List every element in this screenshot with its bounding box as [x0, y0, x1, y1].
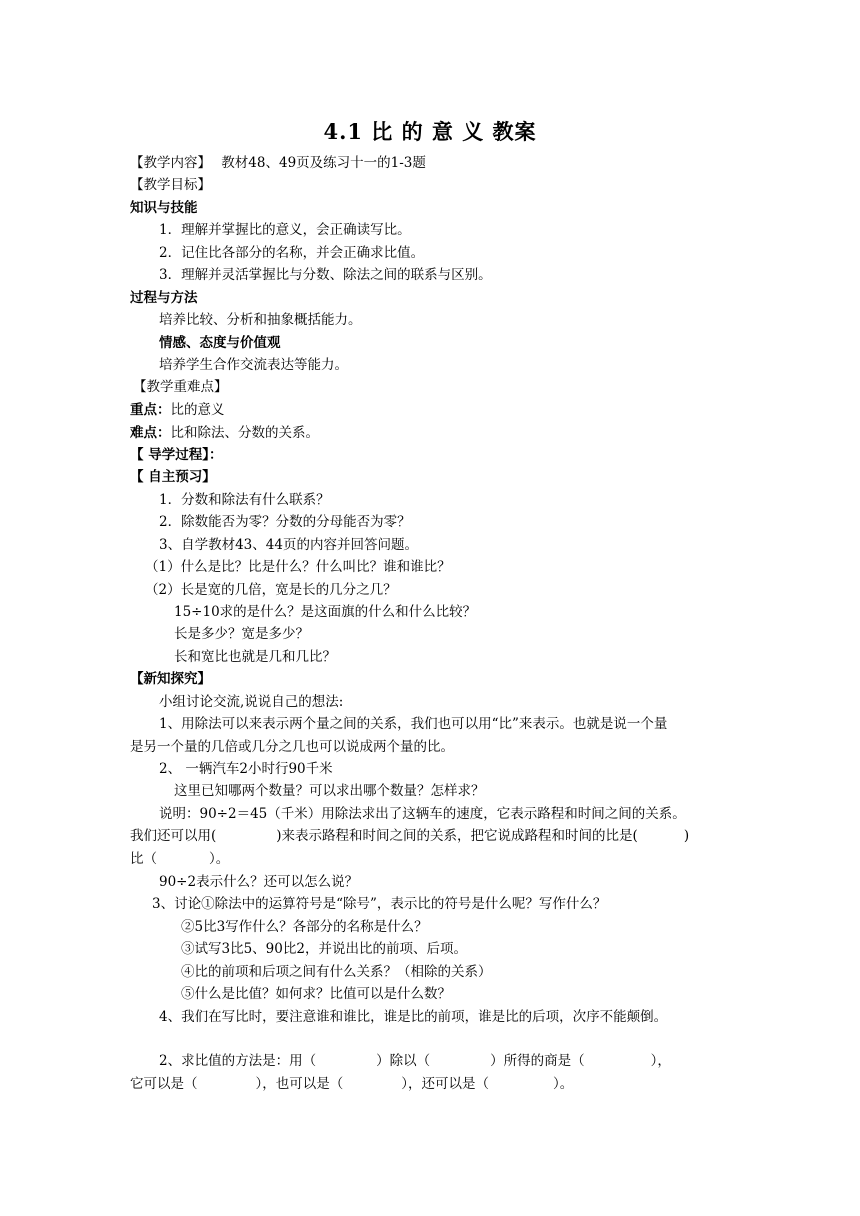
- explore-item-1b: 是另一个量的几倍或几分之几也可以说成两个量的比。: [130, 739, 454, 755]
- explanation-blank-1-prefix: 我们还可以用(: [130, 828, 217, 844]
- explanation-blank-2-suffix: ): [683, 828, 690, 844]
- process-heading: 过程与方法: [130, 290, 198, 306]
- method-text-6: ），也可以是（: [255, 1076, 344, 1092]
- preview-question-2c: 长和宽比也就是几和几比？: [174, 649, 336, 665]
- explanation-blank-2-prefix: )来表示路程和时间之间的关系，把它说成路程和时间的比是(: [276, 828, 638, 844]
- method-text-3: ）所得的商是（: [490, 1053, 585, 1069]
- key-point-line: [130, 400, 225, 420]
- emotion-heading: 情感、态度与价值观: [159, 335, 281, 351]
- explanation-ratio-prefix: 比（: [130, 851, 157, 867]
- note-item-4: 4、我们在写比时，要注意谁和谁比，谁是比的前项，谁是比的后项，次序不能颠倒。: [159, 1009, 668, 1025]
- preview-question-2b: 长是多少？宽是多少？: [174, 626, 309, 642]
- new-knowledge-label: 【新知探究】: [130, 671, 211, 687]
- key-point-label: 重点：: [130, 402, 171, 418]
- explanation-ratio-suffix: ）。: [209, 851, 230, 867]
- discuss-item-2: ②5比3写作什么？各部分的名称是什么？: [181, 919, 428, 935]
- method-text-1: 2、求比值的方法是：用（: [159, 1053, 317, 1069]
- teaching-content-line: [130, 153, 426, 173]
- explanation-line-2: [130, 826, 689, 846]
- knowledge-heading: 知识与技能: [130, 200, 198, 216]
- key-point-text: 比的意义: [170, 402, 225, 418]
- guide-process-label: 【 导学过程】：: [130, 447, 223, 463]
- knowledge-item-1: 1．理解并掌握比的意义，会正确读写比。: [159, 222, 411, 238]
- preview-item-2: 2．除数能否为零？分数的分母能否为零？: [159, 514, 411, 530]
- teaching-content-label: 【教学内容】: [130, 155, 211, 171]
- difficult-point-label: 难点：: [130, 425, 171, 441]
- explore-item-1a: 1、用除法可以来表示两个量之间的关系，我们也可以用“比”来表示。也就是说一个量: [159, 716, 668, 732]
- method-text-8: ）。: [553, 1076, 574, 1092]
- difficult-point-text: 比和除法、分数的关系。: [170, 425, 319, 441]
- page-title: 4.1 比 的 意 义 教案: [323, 119, 537, 144]
- preview-question-1: （1）什么是比？比是什么？什么叫比？谁和谁比？: [145, 559, 451, 575]
- key-difficult-label: 【教学重难点】: [133, 379, 228, 395]
- preview-question-2a: 15÷10求的是什么？是这面旗的什么和什么比较？: [174, 604, 477, 620]
- knowledge-item-3: 3．理解并灵活掌握比与分数、除法之间的联系与区别。: [159, 267, 492, 283]
- knowledge-item-2: 2．记住比各部分的名称，并会正确求比值。: [159, 245, 425, 261]
- preview-item-1: 1．分数和除法有什么联系？: [159, 492, 330, 508]
- teaching-content-text: 教材48、49页及练习十一的1-3题: [221, 155, 426, 171]
- method-text-4: ），: [650, 1053, 671, 1069]
- discuss-item-4: ④比的前项和后项之间有什么关系？（相除的关系）: [181, 964, 492, 980]
- discuss-item-5: ⑤什么是比值？如何求？比值可以是什么数？: [181, 986, 451, 1002]
- method-text-2: ）除以（: [376, 1053, 431, 1069]
- explore-intro: 小组讨论交流,说说自己的想法:: [159, 694, 344, 710]
- explanation-line-1: 说明：90÷2＝45（千米）用除法求出了这辆车的速度，它表示路程和时间之间的关系。: [159, 806, 686, 822]
- discuss-item-3: ③试写3比5、90比2，并说出比的前项、后项。: [181, 941, 467, 957]
- preview-question-2: （2）长是宽的几倍，宽是长的几分之几？: [145, 582, 397, 598]
- self-preview-label: 【 自主预习】: [130, 469, 216, 485]
- question-90-2: 90÷2表示什么？还可以怎么说？: [159, 874, 359, 890]
- process-text: 培养比较、分析和抽象概括能力。: [159, 312, 362, 328]
- explore-item-2: 2、 一辆汽车2小时行90千米: [159, 761, 333, 777]
- explore-item-2-question: 这里已知哪两个数量？可以求出哪个数量？怎样求？: [174, 783, 485, 799]
- method-line-2: [130, 1074, 573, 1094]
- discuss-item-1: 3、讨论①除法中的运算符号是“除号”，表示比的符号是什么呢？写作什么？: [152, 896, 607, 912]
- emotion-text: 培养学生合作交流表达等能力。: [159, 357, 348, 373]
- difficult-point-line: [130, 423, 319, 443]
- method-text-7: ），还可以是（: [401, 1076, 489, 1092]
- preview-item-3: 3、自学教材43、44页的内容并回答问题。: [159, 537, 418, 553]
- method-line-1: [159, 1051, 671, 1071]
- method-text-5: 它可以是（: [130, 1076, 198, 1092]
- teaching-goals-label: 【教学目标】: [130, 177, 211, 193]
- explanation-line-3: [130, 849, 229, 869]
